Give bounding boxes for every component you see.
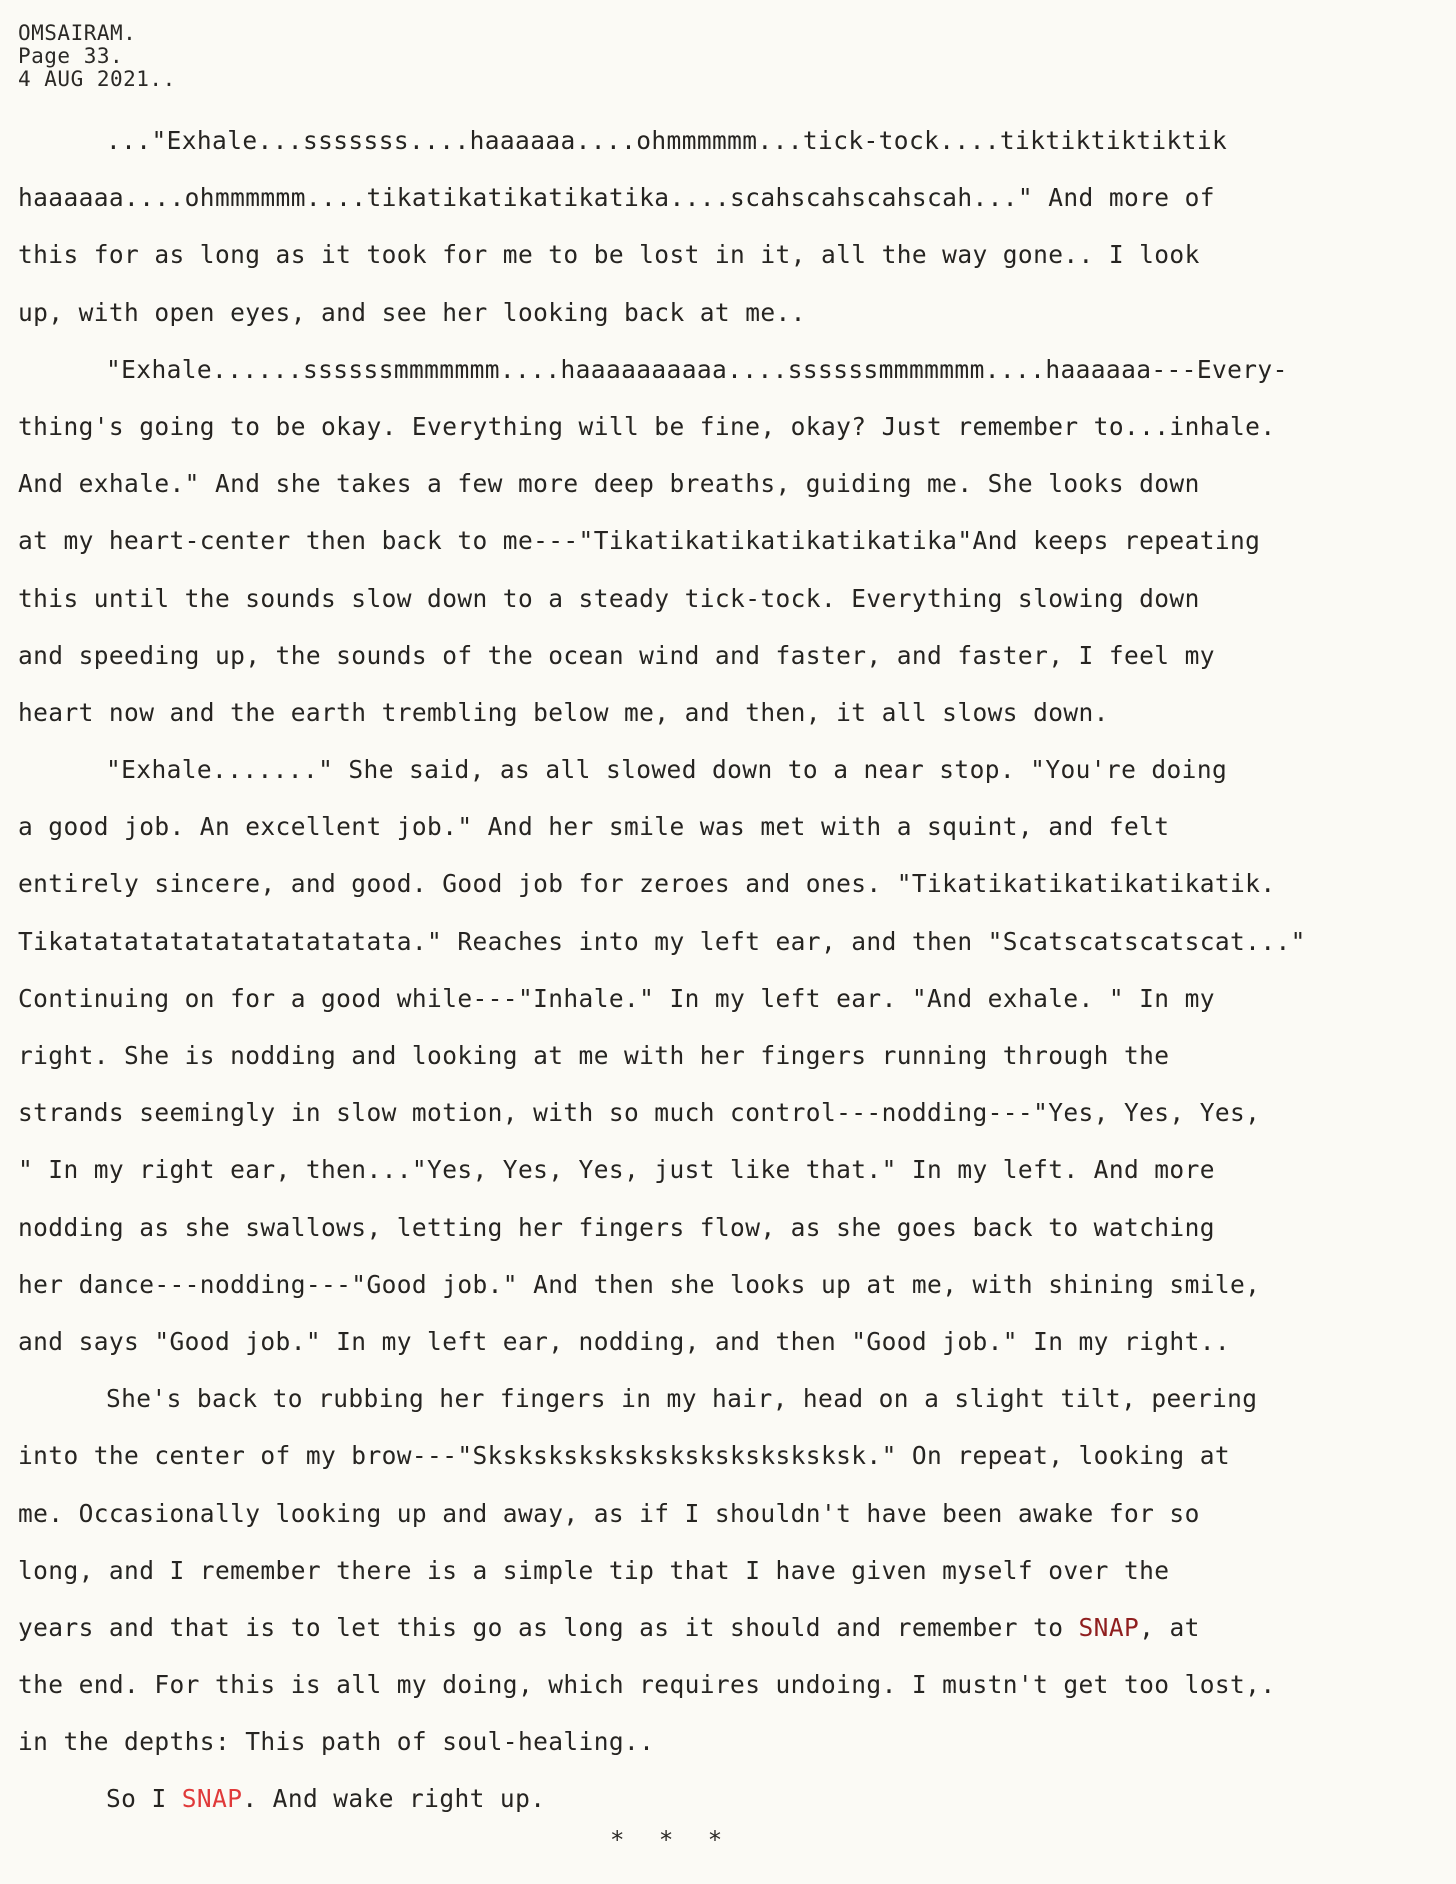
text-line: in the depths: This path of soul-healing.. — [18, 1727, 655, 1757]
text-line: at my heart-center then back to me---"Tikatikatikatikatikatika"And keeps repeating — [18, 526, 1261, 556]
text-line: haaaaaa....ohmmmmmm....tikatikatikatikatika....scahscahscahscah..." And more of — [18, 183, 1215, 213]
section-end-mark: * * * — [610, 1826, 733, 1854]
text-line: years and that is to let this go as long as it should and remember to SNAP , at — [18, 1611, 1428, 1668]
header-title: OMSAIRAM. — [18, 21, 137, 45]
page-header — [18, 22, 176, 91]
text-line: And exhale." And she takes a few more deep breaths, guiding me. She looks down — [18, 469, 1200, 499]
text-line: up, with open eyes, and see her looking back at me.. — [18, 297, 806, 327]
text-line: this until the sounds slow down to a steady tick-tock. Everything slowing down — [18, 583, 1200, 613]
header-date: 4 AUG 2021.. — [18, 67, 176, 91]
text-line: and speeding up, the sounds of the ocean wind and faster, and faster, I feel my — [18, 640, 1215, 670]
manuscript-body — [18, 124, 1428, 1840]
text-line: Continuing on for a good while---"Inhale." In my left ear. "And exhale. " In my — [18, 983, 1215, 1013]
text-line: her dance---nodding---"Good job." And then she looks up at me, with shining smile, — [18, 1269, 1261, 1299]
text-line: So I SNAP . And wake right up. — [18, 1782, 1428, 1839]
text-line: "Exhale......." She said, as all slowed down to a near stop. "You're doing — [106, 755, 1228, 785]
text-line: entirely sincere, and good. Good job for zeroes and ones. "Tikatikatikatikatikatik. — [18, 869, 1276, 899]
header-page-number: Page 33. — [18, 44, 124, 68]
text-line: "Exhale......ssssssmmmmmmm....haaaaaaaaaa....ssssssmmmmmmm....haaaaaa---Every- — [106, 354, 1288, 384]
text-line: heart now and the earth trembling below me, and then, it all slows down. — [18, 697, 1109, 727]
text-line: right. She is nodding and looking at me with her fingers running through the — [18, 1041, 1170, 1070]
text-line: strands seemingly in slow motion, with so much control---nodding---"Yes, Yes, Yes, — [18, 1098, 1261, 1128]
text-line: me. Occasionally looking up and away, as if I shouldn't have been awake for so — [18, 1498, 1200, 1528]
text-line: into the center of my brow---"Sksksksksksksksksksksksksk." On repeat, looking at — [18, 1441, 1231, 1471]
text-line: Tikatatatatatatatatatatata." Reaches into my left ear, and then "Scatscatscatscat..." — [18, 926, 1306, 956]
text-line: the end. For this is all my doing, which requires undoing. I mustn't get too lost,. — [18, 1670, 1276, 1700]
snap-word-red: SNAP — [181, 1784, 243, 1814]
snap-word-dark: SNAP — [1078, 1612, 1140, 1642]
text-line: and says "Good job." In my left ear, nodding, and then "Good job." In my right.. — [18, 1326, 1231, 1356]
text-line: long, and I remember there is a simple tip that I have given myself over the — [18, 1555, 1170, 1585]
text-line: She's back to rubbing her fingers in my hair, head on a slight tilt, peering — [106, 1384, 1258, 1414]
text-line: ..."Exhale...sssssss....haaaaaa....ohmmmmmm...tick-tock....tiktiktiktiktik — [106, 126, 1228, 155]
text-line: this for as long as it took for me to be lost in it, all the way gone.. I look — [18, 240, 1200, 270]
text-line: " In my right ear, then..."Yes, Yes, Yes, just like that." In my left. And more — [18, 1155, 1215, 1185]
text-line: thing's going to be okay. Everything will be fine, okay? Just remember to...inhale. — [18, 411, 1276, 441]
text-line: a good job. An excellent job." And her smile was met with a squint, and felt — [18, 812, 1170, 842]
text-line: nodding as she swallows, letting her fingers flow, as she goes back to watching — [18, 1212, 1215, 1242]
